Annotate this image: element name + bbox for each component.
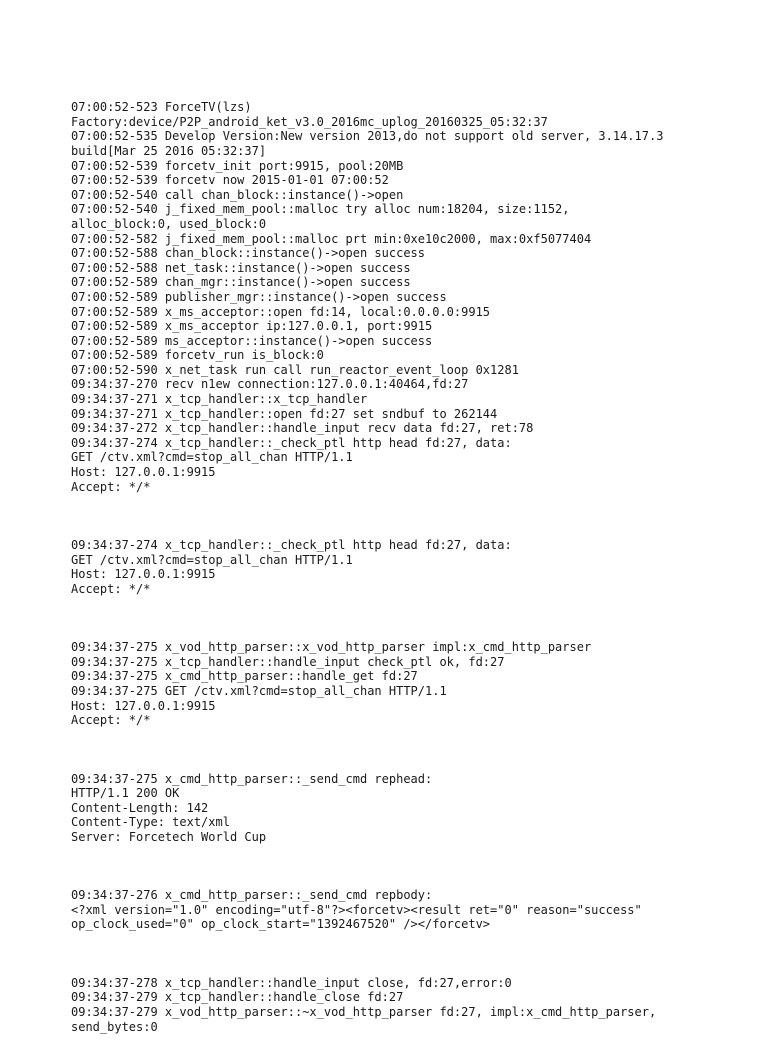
log-block [71,538,751,596]
log-line: 09:34:37-275 x_cmd_http_parser::_send_cmd rephead: [71,771,433,786]
log-line: 07:00:52-588 chan_block::instance()->open success [71,246,426,261]
log-line: 09:34:37-271 x_tcp_handler::open fd:27 set sndbuf to 262144 [71,406,498,421]
log-line: 09:34:37-275 x_vod_http_parser::x_vod_http_parser impl:x_cmd_http_parser [71,640,592,655]
log-line: 07:00:52-523 ForceTV(lzs) [71,100,252,115]
block-spacer [71,523,751,538]
block-spacer [71,728,751,743]
log-line: build[Mar 25 2016 05:32:37] [71,143,267,158]
log-line: GET /ctv.xml?cmd=stop_all_chan HTTP/1.1 [71,450,353,465]
log-line: 07:00:52-589 forcetv_run is_block:0 [71,348,324,363]
log-line: 07:00:52-588 net_task::instance()->open success [71,260,411,275]
log-line: op_clock_used="0" op_clock_start="1392467520" /></forcetv> [71,917,491,932]
block-spacer [71,859,751,874]
log-line: 07:00:52-539 forcetv now 2015-01-01 07:00:52 [71,173,389,188]
log-line: 09:34:37-275 x_tcp_handler::handle_input check_ptl ok, fd:27 [71,654,505,669]
log-line: 07:00:52-535 Develop Version:New version 2013,do not support old server, 3.14.17.3 [71,129,664,144]
block-spacer [71,844,751,859]
log-line: 09:34:37-278 x_tcp_handler::handle_input close, fd:27,error:0 [71,975,512,990]
log-block [71,976,751,1034]
log-line: 07:00:52-590 x_net_task run call run_reactor_event_loop 0x1281 [71,362,519,377]
log-line: alloc_block:0, used_block:0 [71,216,267,231]
log-line: 07:00:52-589 chan_mgr::instance()->open success [71,275,411,290]
log-line: 09:34:37-274 x_tcp_handler::_check_ptl http head fd:27, data: [71,538,512,552]
block-spacer [71,932,751,947]
log-block [71,888,751,932]
log-block [71,640,751,728]
log-block [71,772,751,845]
log-line: 09:34:37-276 x_cmd_http_parser::_send_cmd repbody: [71,888,433,903]
log-line: 09:34:37-275 x_cmd_http_parser::handle_get fd:27 [71,669,418,684]
log-line: 09:34:37-279 x_tcp_handler::handle_close fd:27 [71,990,404,1005]
log-line: Host: 127.0.0.1:9915 [71,698,216,713]
log-line: Host: 127.0.0.1:9915 [71,567,216,582]
log-block [71,100,751,494]
log-line: 09:34:37-270 recv n1ew connection:127.0.0.1:40464,fd:27 [71,377,469,392]
log-line: Server: Forcetech World Cup [71,829,267,844]
block-spacer [71,874,751,889]
block-spacer [71,961,751,976]
log-line: Content-Type: text/xml [71,815,230,830]
log-line: GET /ctv.xml?cmd=stop_all_chan HTTP/1.1 [71,552,353,567]
log-line: Accept: */* [71,713,151,728]
block-spacer [71,742,751,757]
block-spacer [71,757,751,772]
log-line: 07:00:52-589 x_ms_acceptor::open fd:14, local:0.0.0.0:9915 [71,304,491,319]
log-line: Factory:device/P2P_android_ket_v3.0_2016mc_uplog_20160325_05:32:37 [71,114,548,129]
log-line: 07:00:52-589 x_ms_acceptor ip:127.0.0.1, port:9915 [71,319,433,334]
log-line: Accept: */* [71,581,151,596]
block-spacer [71,611,751,626]
block-spacer [71,494,751,509]
log-line: send_bytes:0 [71,1019,158,1034]
log-line: 07:00:52-539 forcetv_init port:9915, pool:20MB [71,158,404,173]
log-line: 07:00:52-582 j_fixed_mem_pool::malloc prt min:0xe10c2000, max:0xf5077404 [71,231,592,246]
log-line: 09:34:37-272 x_tcp_handler::handle_input recv data fd:27, ret:78 [71,421,534,436]
log-document [71,71,751,1049]
block-spacer [71,509,751,524]
block-spacer [71,596,751,611]
block-spacer [71,626,751,641]
log-line: Host: 127.0.0.1:9915 [71,465,216,480]
log-line: 09:34:37-275 GET /ctv.xml?cmd=stop_all_chan HTTP/1.1 [71,683,447,698]
log-line: HTTP/1.1 200 OK [71,786,180,801]
block-spacer [71,947,751,962]
log-line: 07:00:52-589 ms_acceptor::instance()->open success [71,333,433,348]
log-line: <?xml version="1.0" encoding="utf-8"?><forcetv><result ret="0" reason="success" [71,902,642,917]
log-line: 07:00:52-540 j_fixed_mem_pool::malloc try alloc num:18204, size:1152, [71,202,570,217]
log-blocks [71,100,751,1034]
log-line: 09:34:37-274 x_tcp_handler::_check_ptl http head fd:27, data: [71,435,512,450]
log-line: Content-Length: 142 [71,800,209,815]
log-line: Accept: */* [71,479,151,494]
log-line: 07:00:52-589 publisher_mgr::instance()->open success [71,289,447,304]
log-line: 09:34:37-271 x_tcp_handler::x_tcp_handler [71,392,368,407]
log-line: 09:34:37-279 x_vod_http_parser::~x_vod_http_parser fd:27, impl:x_cmd_http_parser, [71,1005,657,1019]
log-line: 07:00:52-540 call chan_block::instance()->open [71,187,404,202]
